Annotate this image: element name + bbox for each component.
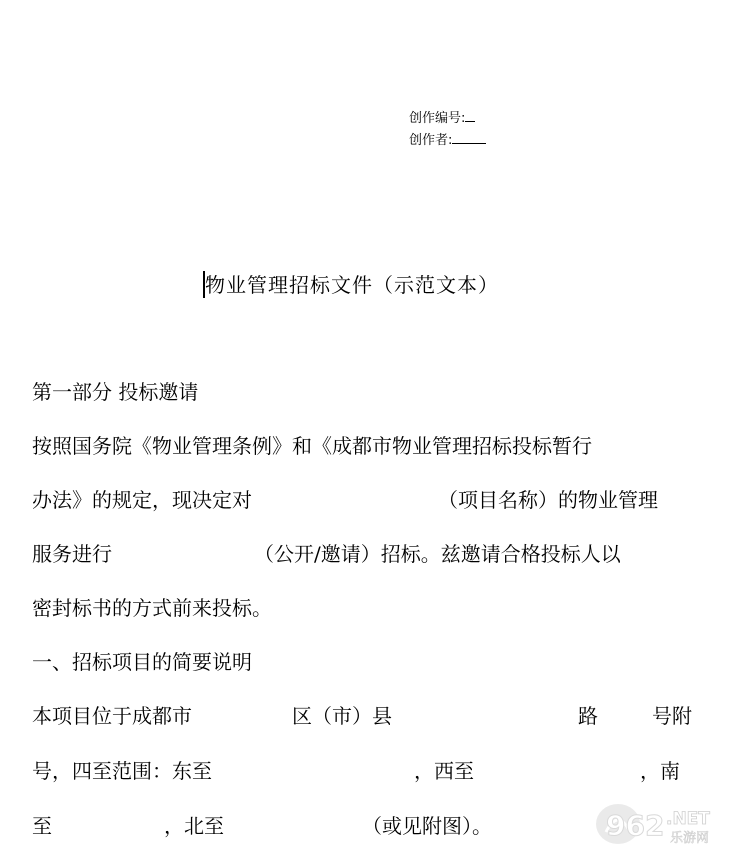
site-watermark-logo <box>594 802 726 846</box>
paragraph-text: 办法》的规定，现决定对 <box>32 488 252 512</box>
paragraph-text: 至 <box>32 814 52 838</box>
text-cursor <box>203 271 205 298</box>
subsection-heading-text: 一、招标项目的简要说明 <box>32 650 252 674</box>
paragraph-text: 区（市）县 <box>292 704 392 728</box>
creation-number-field <box>409 109 475 127</box>
paragraph-text: （或见附图）。 <box>362 814 492 838</box>
author-label: 创作者: <box>409 133 453 148</box>
paragraph-text: 路 <box>578 704 598 728</box>
paragraph-text: 本项目位于成都市 <box>32 704 192 728</box>
paragraph-text: ，南 <box>640 759 680 783</box>
watermark-number: 962 <box>606 809 665 842</box>
creation-number-blank[interactable] <box>465 109 475 122</box>
watermark-site-name: 乐游网 <box>670 831 710 846</box>
paragraph-text: 服务进行 <box>32 542 112 566</box>
author-blank[interactable] <box>452 131 486 144</box>
author-field <box>409 131 486 149</box>
paragraph-text: 按照国务院《物业管理条例》和《成都市物业管理招标投标暂行 <box>32 434 592 458</box>
paragraph-text: （项目名称）的物业管理 <box>438 488 658 512</box>
document-title-text: 物业管理招标文件（示范文本） <box>205 273 499 297</box>
creation-number-label: 创作编号: <box>409 111 466 126</box>
paragraph-text: 号，四至范围：东至 <box>32 759 212 783</box>
paragraph-text: 密封标书的方式前来投标。 <box>32 596 272 620</box>
watermark-suffix: .NET <box>666 809 710 829</box>
paragraph-text: （公开/邀请）招标。兹邀请合格投标人以 <box>254 542 621 566</box>
paragraph-text: 号附 <box>652 704 692 728</box>
paragraph-text: ，北至 <box>164 814 224 838</box>
paragraph-text: ，西至 <box>414 759 474 783</box>
document-title[interactable] <box>205 272 499 298</box>
section-heading-text: 第一部分 投标邀请 <box>32 380 199 404</box>
